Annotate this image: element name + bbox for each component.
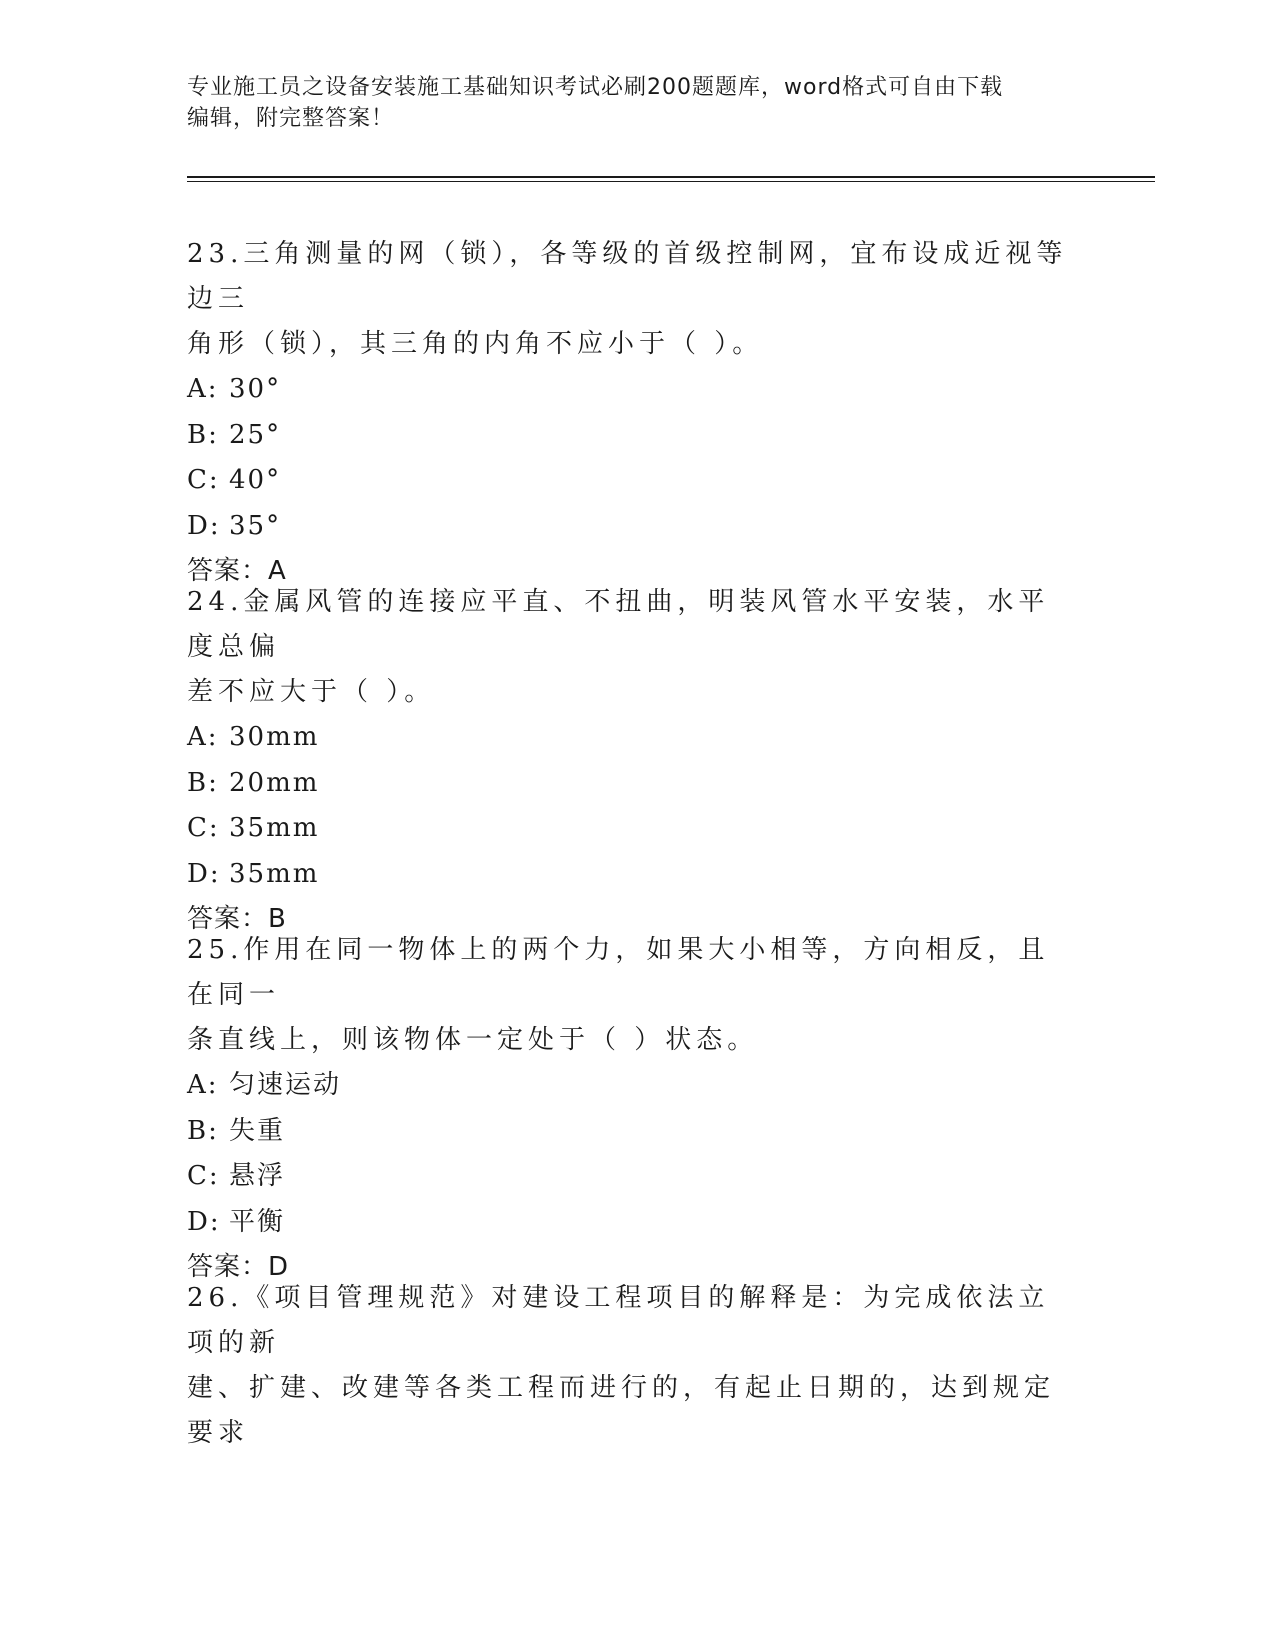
option-a: [187, 1063, 1087, 1109]
option-text: 40°: [229, 465, 282, 495]
option-key: C:: [187, 813, 220, 843]
answer-label: 答案：A: [187, 556, 287, 586]
option-key: D:: [187, 858, 221, 889]
option-text: 25°: [229, 419, 282, 450]
option-a: [187, 367, 1087, 413]
option-text: 匀速运动: [229, 1070, 342, 1100]
option-key: A:: [187, 374, 219, 404]
option-key: C:: [187, 1161, 220, 1191]
question-26: [187, 1276, 1087, 1456]
option-text: 20mm: [229, 767, 320, 798]
header-line-2: 编辑，附完整答案！: [187, 106, 395, 131]
question-25: [187, 928, 1087, 1290]
option-d: [187, 504, 1087, 550]
option-text: 平衡: [229, 1206, 286, 1237]
header-line-1: 专业施工员之设备安装施工基础知识考试必刷200题题库，word格式可自由下载: [187, 75, 1004, 100]
document-header: [187, 72, 1067, 134]
question-23: [187, 232, 1087, 594]
question-stem-line-1: 25.作用在同一物体上的两个力，如果大小相等，方向相反，且在同一: [187, 935, 1050, 1010]
option-b: [187, 413, 1087, 459]
question-stem: [187, 232, 1072, 367]
option-text: 30°: [229, 374, 282, 404]
question-24: [187, 580, 1087, 942]
answer-label: 答案：B: [187, 904, 287, 934]
question-stem-line-1: 23.三角测量的网（锁），各等级的首级控制网，宜布设成近视等边三: [187, 239, 1068, 314]
option-c: [187, 458, 1087, 504]
option-key: D:: [187, 1206, 221, 1237]
question-stem-line-1: 24.金属风管的连接应平直、不扭曲，明装风管水平安装，水平度总偏: [187, 587, 1050, 662]
option-key: A:: [187, 722, 219, 752]
option-c: [187, 1154, 1087, 1200]
option-c: [187, 806, 1087, 852]
option-key: D:: [187, 510, 221, 541]
option-text: 35mm: [229, 813, 320, 843]
option-a: [187, 715, 1087, 761]
option-b: [187, 761, 1087, 807]
option-text: 35mm: [229, 858, 320, 889]
header-divider-thin: [187, 181, 1155, 182]
option-d: [187, 852, 1087, 898]
question-stem-line-2: 条直线上，则该物体一定处于（ ）状态。: [187, 1025, 759, 1055]
header-divider-thick: [187, 176, 1155, 178]
question-stem: [187, 580, 1072, 715]
option-d: [187, 1200, 1087, 1246]
question-stem: [187, 1276, 1072, 1456]
question-stem-line-1: 26.《项目管理规范》对建设工程项目的解释是：为完成依法立项的新: [187, 1283, 1050, 1358]
option-text: 30mm: [229, 722, 320, 752]
option-key: B:: [187, 767, 219, 798]
question-stem: [187, 928, 1072, 1063]
option-key: C:: [187, 465, 220, 495]
question-stem-line-2: 建、扩建、改建等各类工程而进行的，有起止日期的，达到规定要求: [187, 1373, 1056, 1448]
question-stem-line-2: 角形（锁），其三角的内角不应小于（ ）。: [187, 329, 764, 359]
question-stem-line-2: 差不应大于（ ）。: [187, 677, 436, 707]
option-text: 悬浮: [229, 1161, 286, 1191]
option-text: 35°: [229, 510, 282, 541]
option-b: [187, 1109, 1087, 1155]
option-key: A:: [187, 1070, 219, 1100]
answer-label: 答案：D: [187, 1252, 290, 1282]
option-key: B:: [187, 1115, 219, 1146]
option-key: B:: [187, 419, 219, 450]
option-text: 失重: [229, 1115, 286, 1146]
